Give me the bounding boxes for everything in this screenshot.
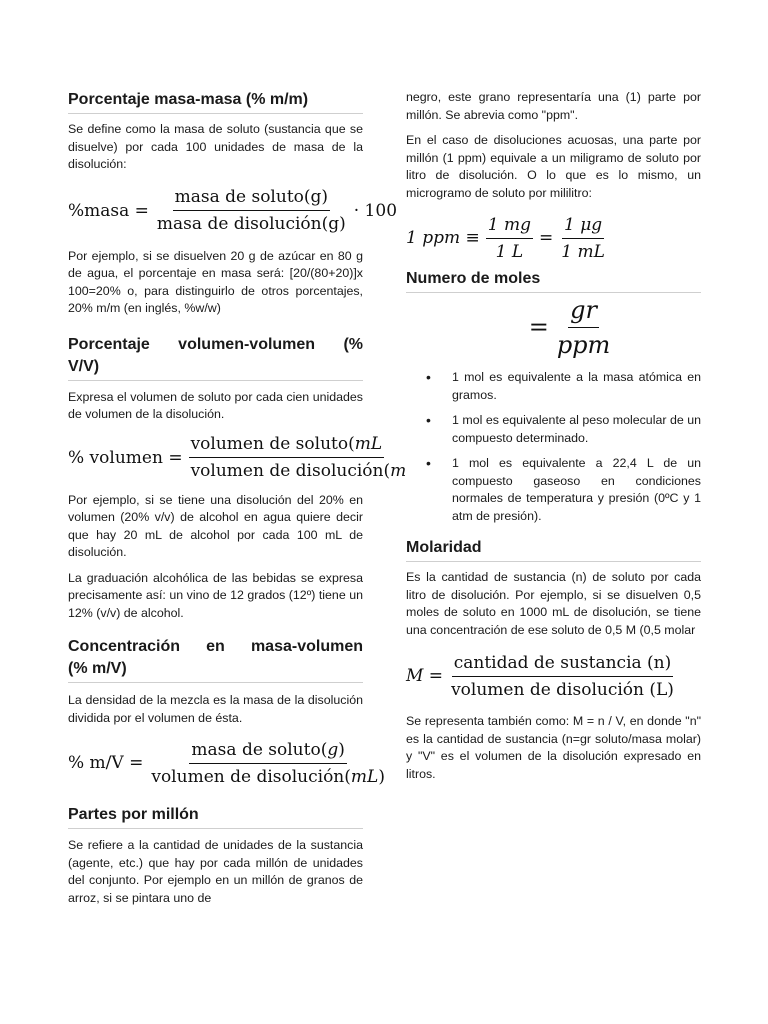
- formula-denominator: [189, 458, 409, 481]
- list-item: [406, 369, 701, 404]
- formula-denominator: masa de disolución(g): [156, 214, 346, 234]
- formula-percent-mv: [68, 734, 386, 792]
- list-item-text: 1 mol es equivalente a la masa atómica en gramos.: [452, 370, 701, 402]
- paragraph-molaridad-definition: Es la cantidad de sustancia (n) de soluto por cada litro de disolución. Por ejemplo, si se disuelven 0,5 moles de soluto en 1000 mL de disolución, se tiene una concentración de ese soluto de 0,5 M (0,5 molar: [406, 570, 701, 637]
- formula-lhs: % volumen =: [68, 447, 183, 468]
- paragraph-densidad: La densidad de la mezcla es la masa de la disolución dividida por el volumen de ésta.: [68, 693, 363, 725]
- list-item: [406, 455, 701, 525]
- formula-numerator: gr: [568, 296, 599, 328]
- list-item: [406, 412, 701, 447]
- list-item-text: 1 mol es equivalente a 22,4 L de un compuesto gaseoso en condiciones normales de temperatura y presión (0ºC y 1 atm de presión).: [452, 456, 701, 523]
- formula-numerator-close: ): [338, 739, 345, 760]
- formula-numerator: cantidad de sustancia (n): [452, 653, 674, 677]
- formula-numerator: masa de soluto(g): [173, 187, 330, 211]
- right-column: [406, 0, 701, 783]
- heading-line-2: V/V): [68, 357, 100, 375]
- heading-line-1: Porcentaje volumen-volumen (%: [68, 335, 363, 353]
- formula-lhs: %masa =: [68, 200, 149, 221]
- heading-masa-masa: Porcentaje masa-masa (% m/m): [68, 89, 363, 114]
- paragraph-masa-masa-definition: Se define como la masa de soluto (sustancia que se disuelve) por cada 100 unidades de masa de la disolución:: [68, 122, 363, 171]
- formula-fraction: [555, 296, 612, 359]
- formula-numerator: [189, 434, 385, 458]
- paragraph-ppm-definition: Se refiere a la cantidad de unidades de la sustancia (agente, etc.) que hay por cada millón de unidades del conjunto. Por ejemplo en un millón de granos de arroz, si se pintara uno de: [68, 838, 363, 905]
- formula-fraction: [189, 434, 409, 481]
- heading-numero-de-moles: Numero de moles: [406, 268, 701, 293]
- formula-fraction: [149, 740, 387, 787]
- formula-denominator: volumen de disolución (L): [451, 679, 674, 700]
- formula-denominator-unit: m: [390, 461, 407, 481]
- formula-denominator-unit: mL: [350, 766, 379, 787]
- formula-denominator-text: volumen de disolución(: [151, 766, 351, 787]
- moles-bullet-list: [406, 369, 701, 525]
- bullet-icon: •: [426, 412, 431, 428]
- formula-equals: =: [539, 228, 554, 248]
- formula-denominator-close: ): [378, 766, 385, 787]
- formula-rhs: · 100: [353, 200, 398, 221]
- paragraph-masa-masa-example: Por ejemplo, si se disuelven 20 g de azúcar en 80 g de agua, el porcentaje en masa será: [20/(80+20)]x 100=20% o, para distinguirlo de otros porcentajes, 20% m/m (en inglés, %w/w): [68, 248, 363, 315]
- formula-percent-volumen: [68, 430, 407, 486]
- formula-fraction: [449, 653, 676, 700]
- formula-denominator: [149, 764, 387, 787]
- paragraph-molaridad-representation: Se representa también como: M = n / V, en donde "n" es la cantidad de sustancia (n=gr soluto/masa molar) y "V" es el volumen de la disolución expresado en litros.: [406, 714, 701, 781]
- formula-numerator-unit: mL: [354, 434, 383, 454]
- heading-partes-por-millon: Partes por millón: [68, 804, 363, 829]
- formula-numerator-text: masa de soluto(: [191, 739, 328, 760]
- formula-percent-masa: [68, 182, 398, 240]
- formula-fraction-ug-ml: [559, 215, 607, 262]
- formula-numerator: 1 μg: [562, 215, 604, 239]
- heading-molaridad: Molaridad: [406, 537, 701, 562]
- paragraph-volumen-example: Por ejemplo, si se tiene una disolución del 20% en volumen (20% v/v) de alcohol en agua quiere decir que hay 20 mL de alcohol por cada 100 mL de disolución.: [68, 492, 363, 559]
- heading-volumen-volumen: [68, 334, 363, 381]
- heading-line-2: (% m/V): [68, 660, 127, 677]
- paragraph-disoluciones-acuosas: En el caso de disoluciones acuosas, una parte por millón (1 ppm) equivale a un miligramo de soluto por litro de disolución. O lo que es lo mismo, un microgramo de soluto por mililitro:: [406, 133, 701, 200]
- bullet-icon: •: [426, 369, 431, 385]
- formula-fraction: [155, 187, 348, 234]
- formula-denominator: 1 mL: [561, 241, 605, 262]
- formula-molaridad: [406, 647, 701, 705]
- heading-masa-volumen: [68, 636, 363, 683]
- paragraph-ppm-continued: negro, este grano representaría una (1) parte por millón. Se abrevia como "ppm".: [406, 90, 701, 122]
- formula-denominator: 1 L: [495, 241, 524, 262]
- formula-ppm-equivalence: [406, 210, 701, 266]
- formula-lhs: M =: [406, 666, 444, 686]
- formula-lhs: % m/V =: [68, 753, 144, 773]
- formula-numerator: [189, 740, 346, 764]
- formula-lhs: 1 ppm ≡: [406, 228, 480, 248]
- formula-equals: =: [528, 313, 549, 341]
- formula-numerator-text: volumen de soluto(: [190, 434, 355, 454]
- list-item-text: 1 mol es equivalente al peso molecular de un compuesto determinado.: [452, 413, 701, 445]
- heading-line-1: Concentración en masa-volumen: [68, 638, 363, 655]
- formula-moles: [406, 297, 701, 357]
- formula-denominator-text: volumen de disolución(: [190, 461, 391, 481]
- formula-numerator: 1 mg: [486, 215, 533, 239]
- left-column: [68, 0, 407, 907]
- formula-numerator-unit: g: [327, 739, 339, 760]
- paragraph-volumen-definition: Expresa el volumen de soluto por cada cien unidades de volumen de la disolución.: [68, 389, 363, 421]
- bullet-icon: •: [426, 455, 431, 471]
- paragraph-graduacion: La graduación alcohólica de las bebidas se expresa precisamente así: un vino de 12 grados (12º) tiene un 12% (v/v) de alcohol.: [68, 570, 363, 620]
- formula-fraction-mg-l: [486, 215, 533, 262]
- formula-denominator: ppm: [556, 330, 611, 359]
